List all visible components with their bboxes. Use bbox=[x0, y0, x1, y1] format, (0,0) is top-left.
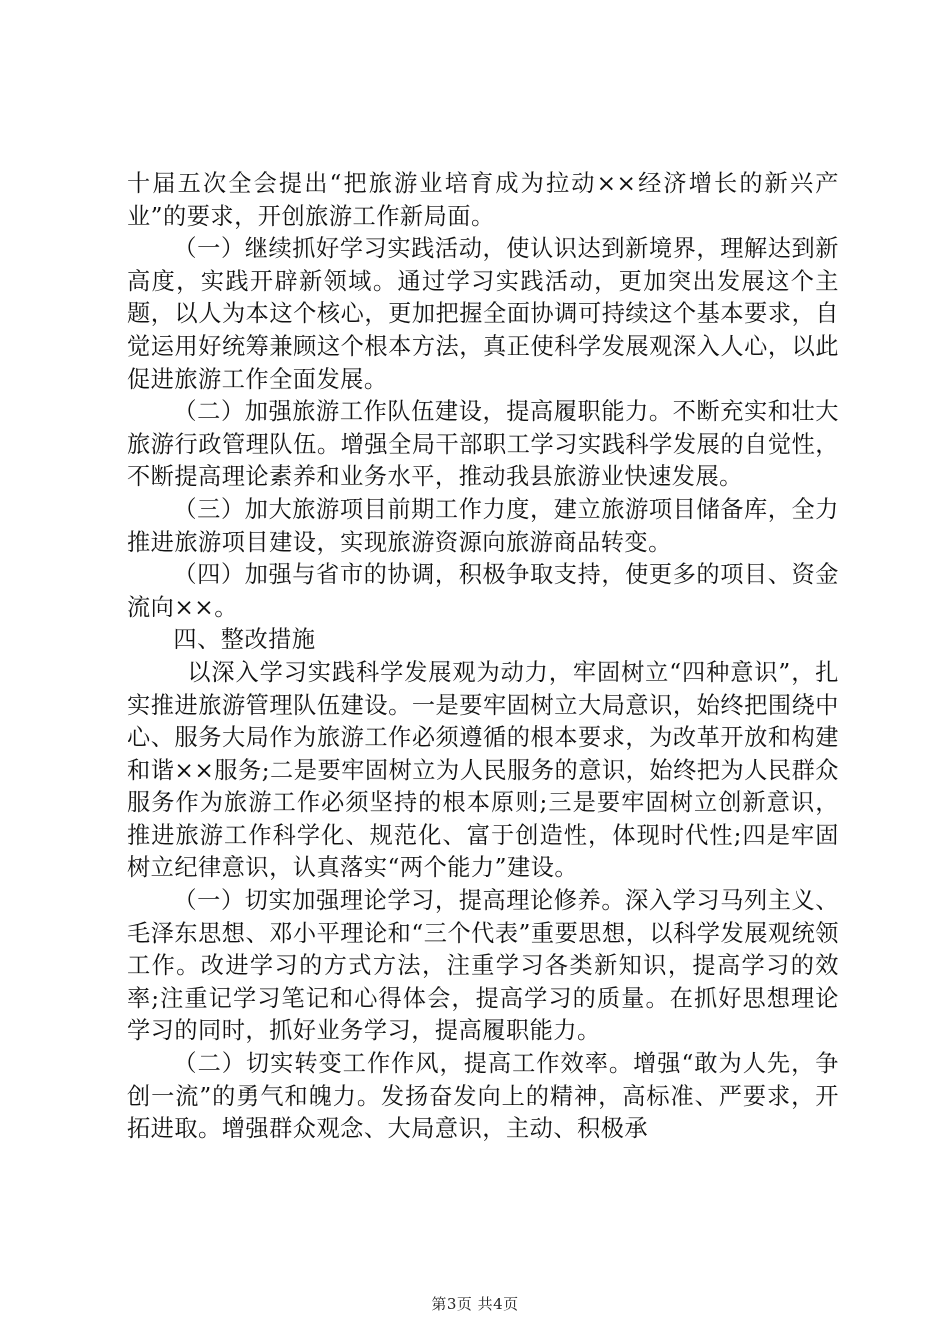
paragraph-measure-1: （一）切实加强理论学习，提高理论修养。深入学习马列主义、毛泽东思想、邓小平理论和“三个代表”重要思想，以科学发展观统领工作。改进学习的方式方法，注重学习各类新知识，提高学习的效率;注重记学习笔记和心得体会，提高学习的质量。在抓好思想理论学习的同时，抓好业务学习，提高履职能力。 bbox=[127, 887, 839, 1045]
page-footer: 第3页 共4页 bbox=[431, 1295, 519, 1313]
document-body bbox=[127, 168, 839, 1146]
paragraph-section-intro: 以深入学习实践科学发展观为动力，牢固树立“四种意识”，扎实推进旅游管理队伍建设。一是要牢固树立大局意识，始终把围绕中心、服务大局作为旅游工作必须遵循的根本要求，为改革开放和构建和谐××服务;二是要牢固树立为人民服务的意识，始终把为人民群众服务作为旅游工作必须坚持的根本原则;三是要牢固树立创新意识，推进旅游工作科学化、规范化、富于创造性，体现时代性;四是牢固树立纪律意识，认真落实“两个能力”建设。 bbox=[127, 658, 839, 882]
section-heading: 四、整改措施 bbox=[173, 626, 316, 654]
paragraph-item-3: （三）加大旅游项目前期工作力度，建立旅游项目储备库，全力推进旅游项目建设，实现旅游资源向旅游商品转变。 bbox=[127, 495, 839, 556]
paragraph-item-4: （四）加强与省市的协调，积极争取支持，使更多的项目、资金流向××。 bbox=[127, 561, 839, 621]
paragraph-item-1: （一）继续抓好学习实践活动，使认识达到新境界，理解达到新高度，实践开辟新领域。通过学习实践活动，更加突出发展这个主题，以人为本这个核心，更加把握全面协调可持续这个基本要求，自觉运用好统筹兼顾这个根本方法，真正使科学发展观深入人心，以此促进旅游工作全面发展。 bbox=[127, 235, 839, 393]
paragraph-item-2: （二）加强旅游工作队伍建设，提高履职能力。不断充实和壮大旅游行政管理队伍。增强全局干部职工学习实践科学发展的自觉性，不断提高理论素养和业务水平，推动我县旅游业快速发展。 bbox=[127, 398, 839, 491]
paragraph-measure-2: （二）切实转变工作作风，提高工作效率。增强“敢为人先，争创一流”的勇气和魄力。发扬奋发向上的精神，高标准、严要求，开拓进取。增强群众观念、大局意识，主动、积极承 bbox=[127, 1050, 839, 1143]
paragraph-continuation: 十届五次全会提出“把旅游业培育成为拉动××经济增长的新兴产业”的要求，开创旅游工作新局面。 bbox=[127, 170, 839, 230]
